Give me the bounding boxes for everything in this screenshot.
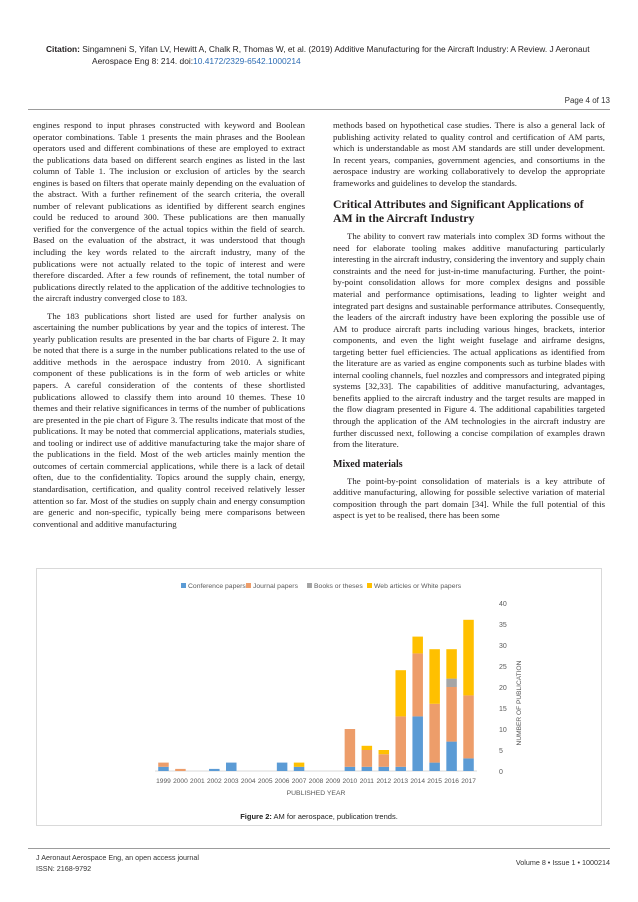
citation-label: Citation: xyxy=(46,44,80,54)
citation xyxy=(46,44,606,67)
footer-journal: J Aeronaut Aerospace Eng, an open access journal xyxy=(36,853,200,862)
x-tick-label: 2002 xyxy=(206,778,222,785)
x-tick-label: 2000 xyxy=(173,778,188,785)
right-column xyxy=(333,120,605,528)
bar-segment xyxy=(345,767,356,771)
x-tick-label: 2001 xyxy=(190,778,205,785)
legend-label: Conference papers xyxy=(188,583,246,590)
legend-swatch xyxy=(307,583,312,588)
figure-caption xyxy=(0,812,638,821)
citation-line2: Aerospace Eng 8: 214. doi: xyxy=(92,55,194,66)
bar-segment xyxy=(158,767,169,771)
figure-2 xyxy=(36,568,602,826)
bar-segment xyxy=(395,716,406,766)
y-tick-label: 0 xyxy=(499,769,503,776)
y-tick-label: 40 xyxy=(499,601,507,608)
bar-segment xyxy=(429,649,440,704)
bar-segment xyxy=(395,670,406,716)
bar-segment xyxy=(412,716,423,771)
x-tick-label: 2006 xyxy=(274,778,290,785)
x-tick-label: 2012 xyxy=(376,778,392,785)
x-tick-label: 2008 xyxy=(308,778,324,785)
footer-issn: ISSN: 2168-9792 xyxy=(36,864,92,873)
y-tick-label: 30 xyxy=(499,643,507,650)
y-tick-label: 25 xyxy=(499,664,507,671)
x-axis-label: PUBLISHED YEAR xyxy=(286,790,346,797)
left-paragraph-2: The 183 publications short listed are used for further analysis on ascertaining the number publications by year and the topics of interest. The yearly publication results are presented in the bar charts of Figure 2. It may be noted that there is a surge in the number publications related to the use of additive methods in the aerospace industry from 2010. A significant component of these publications is in the form of web articles or white papers. A careful consideration of the contents of these shortlisted publications allowed to classify them into around 10 themes. These 10 themes and their relative significances in terms of the number of publications are presented in the pie chart of Figure 3. The results indicate that most of the publications. It may be noted that commercial applications, materials studies, and tooling or indirect use of additive manufacturing take the major share of the publications in the field. Most of the web articles mainly mention the outcomes of certain commercial applications, while there is a lack of detail often, due to the confidentiality. Topics around the supply chain, energy, standardisation, certification, and quality control received relatively lesser attention so far. Most of the studies on supply chain and energy consumption are generic and non-specific, typically being mere comparisons between conventional and additive manufacturing xyxy=(33,310,305,529)
bar-segment xyxy=(294,767,305,771)
bar-segment xyxy=(429,763,440,771)
legend-label: Books or theses xyxy=(314,583,363,590)
bar-segment xyxy=(362,750,373,767)
bar-segment xyxy=(379,750,390,754)
bar-segment xyxy=(446,742,457,771)
bar-segment xyxy=(226,763,237,771)
bar-segment xyxy=(277,763,288,771)
bar-segment xyxy=(463,695,474,758)
legend-swatch xyxy=(367,583,372,588)
bar-segment xyxy=(175,769,186,771)
bar-segment xyxy=(463,620,474,696)
legend-label: Web articles or White papers xyxy=(374,583,462,590)
x-tick-label: 1999 xyxy=(156,778,171,785)
x-tick-label: 2005 xyxy=(257,778,273,785)
x-tick-label: 2011 xyxy=(359,778,374,785)
bar-segment xyxy=(412,637,423,654)
bar-segment xyxy=(362,746,373,750)
y-tick-label: 5 xyxy=(499,748,503,755)
bar-segment xyxy=(209,769,220,771)
bar-segment xyxy=(362,767,373,771)
footer-divider xyxy=(28,848,610,849)
citation-line1: Singamneni S, Yifan LV, Hewitt A, Chalk R, Thomas W, et al. (2019) Additive Manufacturing for the Aircraft Industry: A Review. J Aeronaut xyxy=(82,44,590,54)
legend-label: Journal papers xyxy=(253,583,298,590)
bar-segment xyxy=(395,767,406,771)
x-tick-label: 2010 xyxy=(342,778,358,785)
legend-swatch xyxy=(246,583,251,588)
bar-segment xyxy=(446,649,457,678)
bar-segment xyxy=(379,754,390,767)
bar-segment xyxy=(412,653,423,716)
left-paragraph-1: engines respond to input phrases constructed with keyword and Boolean operator combinations. Table 1 presents the main phrases and the Boolean operators used and different combinations of these are employed to extract the publications data based on different search engines as listed in the last column of Table 1. The inclusion or exclusion of articles by the search engines is based on filters that operate mainly depending on the evaluation of the abstract. With a further refinement of the search criteria, the overall number of relevant publications as identified by different search engines could be reduced to around 300. These publications are then manually verified for the convergence of the actual topics within the field of search. Based on the evaluation of the abstract, it was understood that though including the key words related to the aircraft industry, many of the publications were not actually related to the topic of interest and were therefore discarded. After a few rounds of refinement, the total number of publications directly related to the application of the additive technologies to the aircraft industry converged close to 183. xyxy=(33,120,305,304)
right-paragraph-2: The point-by-point consolidation of materials is a key attribute of additive manufacturing, allowing for possible selective variation of material composition through the part domain [34]. While the full potential of this aspect is yet to be realised, there has been some xyxy=(333,475,605,521)
figure-caption-text: AM for aerospace, publication trends. xyxy=(273,812,398,821)
right-intro-paragraph: methods based on hypothetical case studies. There is also a general lack of publishing activity related to quality control and certification of AM parts, which is understandable as most AM standards are still under development. In recent years, companies, government agencies, and consortiums in the aerospace industry are working collaboratively to develop the appropriate frameworks and guidelines to develop the standards. xyxy=(333,120,605,188)
x-tick-label: 2007 xyxy=(291,778,307,785)
x-tick-label: 2004 xyxy=(240,778,256,785)
y-tick-label: 35 xyxy=(499,622,507,629)
bar-segment xyxy=(429,704,440,763)
footer-left xyxy=(36,852,199,874)
bar-segment xyxy=(158,763,169,767)
x-tick-label: 2009 xyxy=(325,778,341,785)
legend-swatch xyxy=(181,583,186,588)
figure-caption-label: Figure 2: xyxy=(240,812,272,821)
page-number: Page 4 of 13 xyxy=(564,96,610,105)
bar-segment xyxy=(446,687,457,742)
x-tick-label: 2013 xyxy=(393,778,409,785)
section-heading-critical-attributes: Critical Attributes and Significant Applications of AM in the Aircraft Industry xyxy=(333,197,584,226)
subsection-heading-mixed-materials: Mixed materials xyxy=(333,458,403,470)
bar-segment xyxy=(345,729,356,767)
x-tick-label: 2003 xyxy=(223,778,239,785)
y-tick-label: 10 xyxy=(499,727,507,734)
x-tick-label: 2014 xyxy=(410,778,426,785)
y-axis-label: NUMBER OF PUBLICATION xyxy=(516,660,523,746)
left-column xyxy=(33,120,305,536)
bar-segment xyxy=(294,763,305,767)
y-tick-label: 20 xyxy=(499,685,507,692)
x-tick-label: 2017 xyxy=(461,778,476,785)
bar-segment xyxy=(379,767,390,771)
header-divider xyxy=(28,109,610,110)
publication-trends-chart xyxy=(37,569,601,825)
right-paragraph-1: The ability to convert raw materials into complex 3D forms without the need for elaborate tooling makes additive manufacturing particularly interesting in the aircraft industry, considering the inventory and supply chain constraints and the need for just-in-time manufacturing. Further, the point-by-point consolidation allows for more complex designs and possible material and performance optimisations, leading to lighter weight and integrated part designs and sustainable performance attributes. Consequently, the leaders of the aircraft industry have been exploring the possible use of AM to produce aircraft parts including various hinges, brackets, interior components, and even the light weight fuselage and airframe designs, targeting better fuel efficiencies. The actual applications as identified from the literature are as varied as engine components such as turbine blades with internal cooling channels, fuel nozzles and compressors and integrated piping systems [32,33]. The capabilities of additive manufacturing, advantages, benefits applied to the aircraft industry and the target results are mapped in the flow diagram presented in Figure 4. The additional capabilities targeted through the application of the AM technologies in the aircraft industry are further discussed next, following a concise compilation of examples drawn from the literature. xyxy=(333,231,605,450)
y-tick-label: 15 xyxy=(499,706,507,713)
bar-segment xyxy=(463,758,474,771)
x-tick-label: 2016 xyxy=(444,778,459,785)
footer-volume: Volume 8 • Issue 1 • 1000214 xyxy=(515,858,610,867)
doi-link[interactable]: 10.4172/2329-6542.1000214 xyxy=(193,55,301,66)
x-tick-label: 2015 xyxy=(427,778,442,785)
bar-segment xyxy=(446,679,457,687)
